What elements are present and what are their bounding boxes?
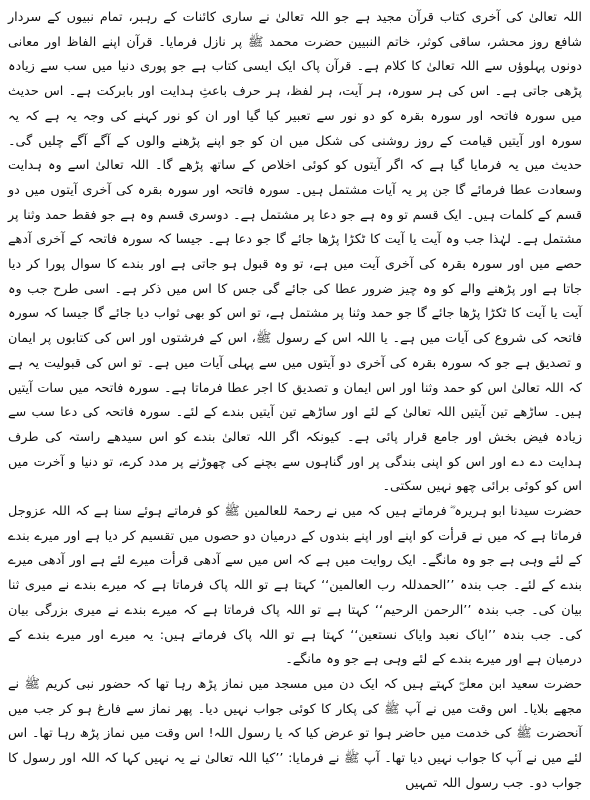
paragraph-saeed-ibn-mualla-hadith: حضرت سعید ابن معلیؓ کہتے ہیں کہ ایک دن میں مسجد میں نماز پڑھ رہا تھا کہ حضور نبی کریم ﷺ نے مجھے بلایا۔ اس وقت میں نے آپ ﷺ کی پکار کا کوئی جواب نہیں دیا۔ پھر نماز سے فارغ ہو کر جب میں آنحضرت ﷺ کی خدمت میں حاضر ہوا تو عرض کیا کہ یا رسول اللہ! اس وقت میں نماز پڑھ رہا تھا۔ اس لئے میں نے آپ کا جواب نہیں دیا تھا۔ آپ ﷺ نے فرمایا: ’’کیا اللہ تعالیٰ نے یہ نہیں کہا کہ اللہ اور رسول کا جواب دو۔ جب رسول اللہ تمہیں xyxy=(8,676,582,791)
paragraph-abu-hurairah-hadith: حضرت سیدنا ابو ہریرہ ؓ فرماتے ہیں کہ میں نے رحمۃ للعالمین ﷺ کو فرماتے ہوئے سنا ہے کہ اللہ عزوجل فرماتا ہے کہ میں نے قرأت کو اپنے اور اپنے بندوں کے درمیان دو حصوں میں تقسیم کر دیا ہے اور میرے بندے کے لئے وہی ہے جو وہ مانگے۔ ایک روایت میں ہے کہ اس میں سے آدھی قرأت میرے لئے ہے اور آدھی میرے بندے کے لئے۔ جب بندہ ’’الحمدللہ رب العالمین‘‘ کہتا ہے تو اللہ پاک فرماتا ہے کہ میرے بندے نے میری ثنا بیان کی۔ جب بندہ ’’الرحمن الرحیم‘‘ کہتا ہے تو اللہ پاک فرماتا ہے کہ میرے بندے نے میری بزرگی بیان کی۔ جب بندہ ’’ایاک نعبد وایاک نستعین‘‘ کہتا ہے تو اللہ پاک فرماتے ہیں: یہ میرے اور میرے بندے کے درمیان ہے اور میرے بندے کے لئے وہی ہے جو وہ مانگے۔ xyxy=(8,504,582,668)
paragraph-quran-introduction: اللہ تعالیٰ کی آخری کتاب قرآن مجید ہے جو اللہ تعالیٰ نے ساری کائنات کے رہبر، تمام نبیوں کے سردار شافع روز محشر، ساقی کوثر، خاتم النبیین حضرت محمد ﷺ پر نازل فرمایا۔ قرآن اپنے الفاظ اور معانی دونوں پہلوؤں سے اللہ تعالیٰ کا کلام ہے۔ قرآن پاک ایک ایسی کتاب ہے جو پوری دنیا میں سب سے زیادہ پڑھی جاتی ہے۔ اس کی ہر سورہ، ہر آیت، ہر لفظ، ہر حرف باعثِ ہدایت اور بابرکت ہے۔ اس حدیث میں سورہ فاتحہ اور سورہ بقرہ کو دو نور سے تعبیر کیا گیا اور ان کو نور کہنے کی وجہ یہ ہے کہ یہ سورہ اور آیتیں قیامت کے روز روشنی کی شکل میں ان کو جو اپنے پڑھنے والوں کے آگے آگے چلیں گی۔ حدیث میں یہ فرمایا گیا ہے کہ اگر آیتوں کو کوئی اخلاص کے ساتھ پڑھے گا۔ اللہ تعالیٰ اسے وہ ہدایت وسعادت عطا فرمائے گا جن پر یہ آیات مشتمل ہیں۔ سورہ فاتحہ اور سورہ بقرہ کی آخری آیتوں میں دو قسم کے کلمات ہیں۔ ایک قسم تو وہ ہے جو دعا پر مشتمل ہے۔ دوسری قسم وہ ہے جو فقط حمد وثنا پر مشتمل ہے۔ لہٰذا جب وہ آیت یا آیت کا ٹکڑا پڑھا جائے گا جو دعا ہے۔ جیسا کہ سورہ فاتحہ کے آخری آدھے حصے میں اور سورہ بقرہ کی آخری آیت میں ہے، تو وہ قبول ہو جاتی ہے اور بندے کا سوال پورا کر دیا جاتا ہے اور پڑھنے والے کو وہ چیز ضرور عطا کی جائے گی جس کا اس میں ذکر ہے۔ اسی طرح جب وہ آیت یا آیت کا ٹکڑا پڑھا جائے گا جو حمد وثنا پر مشتمل ہے، تو اس کو بھی ثواب دیا جائے گا جیسا کہ سورہ فاتحہ کی شروع کی آیات میں ہے۔ یا اللہ اس کے رسول ﷺ، اس کے فرشتوں اور اس کی کتابوں پر ایمان و تصدیق ہے جو کہ سورہ بقرہ کی آخری دو آیتوں میں سے پہلی آیات میں ہے۔ تو اس کی قبولیت یہ ہے کہ اللہ تعالیٰ اس کو حمد وثنا اور اس ایمان و تصدیق کا اجر عطا فرماتا ہے۔ سورہ فاتحہ میں سات آیتیں ہیں۔ ساڑھے تین آیتیں اللہ تعالیٰ کے لئے اور ساڑھے تین آیتیں بندے کے لئے۔ سورہ فاتحہ کی دعا سب سے زیادہ فیض بخش اور جامع قرار پائی ہے۔ کیونکہ اگر اللہ تعالیٰ بندے کو اس سیدھے راستہ کی طرف ہدایت دے دے اور اس کو اپنی بندگی پر اور گناہوں سے بچنے کی چھوڑنے پر مدد کرے، تو دنیا و آخرت میں اس کو کوئی برائی چھو نہیں سکتی۔ xyxy=(8,10,582,495)
